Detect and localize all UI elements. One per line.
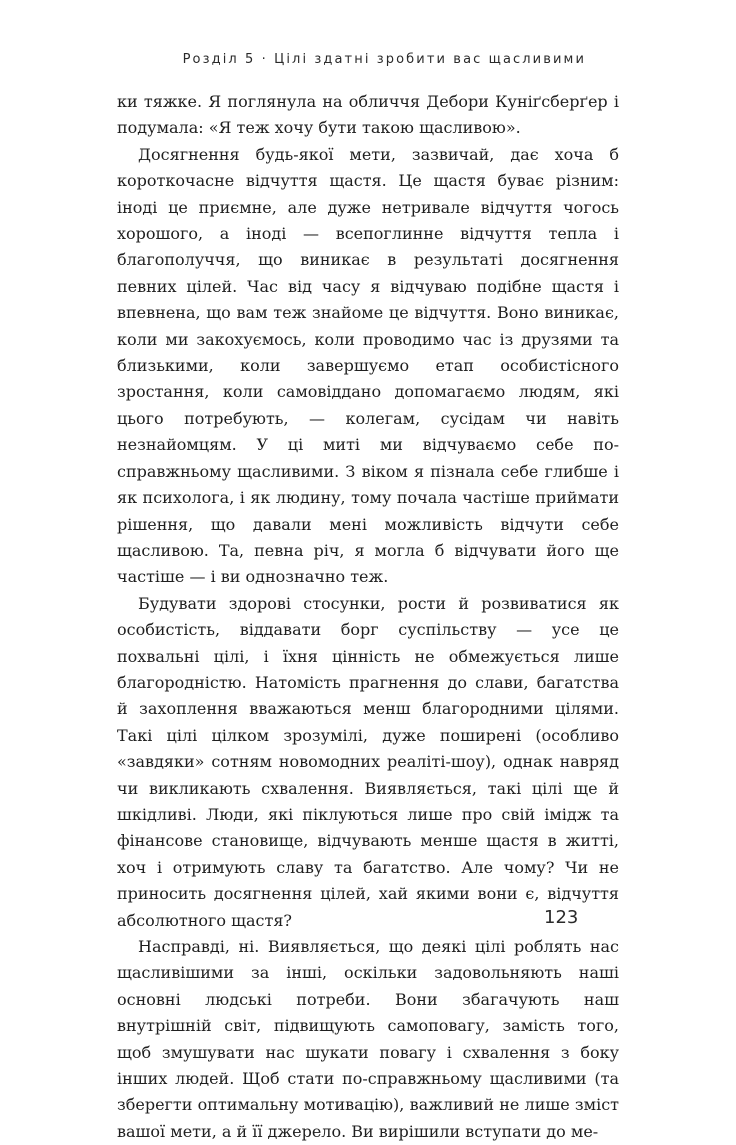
running-header: Розділ 5 · Цілі здатні зробити вас щасливими [182,52,586,67]
paragraph-basic-needs: Насправді, ні. Виявляється, що деякі цілі роблять нас щасливішими за інші, оскільки задовольняють наші основні людські потреби. Вони збагачують наш внутрішній світ, підвищують самоповагу, замість того, щоб змушувати нас шукати повагу і схвалення з боку інших людей. Щоб стати по-справжньому щасливими (та зберегти оптимальну мотивацію), важливий не лише зміст вашої мети, а й її джерело. Ви вирішили вступати до ме- [117,937,619,1141]
paragraph-fame-wealth: Будувати здорові стосунки, рости й розвиватися як особистість, віддавати борг суспільству — усе це похвальні цілі, і їхня цінність не обмежується лише благородністю. Натомість прагнення до слави, багатства й захоплення вважаються менш благородними цілями. Такі цілі цілком зрозумілі, дуже поширені (особливо «завдяки» сотням новомодних реаліті-шоу), однак навряд чи викликають схвалення. Виявляється, такі цілі ще й шкідливі. Люди, які піклуються лише про свій імідж та фінансове становище, відчувають менше щастя в житті, хоч і отримують славу та багатство. Але чому? Чи не приносить досягнення цілей, хай якими вони є, відчуття абсолютного щастя? [117,593,619,930]
paragraph-continuation: ки тяжке. Я поглянула на обличчя Дебори Куніґсберґер і подумала: «Я теж хочу бути такою щасливою». [117,92,619,138]
page-number: 123 [544,907,579,928]
paragraph-happiness-goals: Досягнення будь-якої мети, зазвичай, дає хоча б короткочасне відчуття щастя. Це щастя буває різним: іноді це приємне, але дуже нетривале відчуття чогось хорошого, а іноді — всепоглинне відчуття тепла і благополуччя, що виникає в результаті досягнення певних цілей. Час від часу я відчуваю подібне щастя і впевнена, що вам теж знайоме це відчуття. Воно виникає, коли ми закохуємось, коли проводимо час із друзями та близькими, коли завершуємо етап особистісного зростання, коли самовіддано допомагаємо людям, які цього потребують, — колегам, сусідам чи навіть незнайомцям. У ці миті ми відчуваємо себе по-справжньому щасливими. З віком я пізнала себе глибше і як психолога, і як людину, тому почала частіше приймати рішення, що давали мені можливість відчути себе щасливою. Та, певна річ, я могла б відчувати його ще частіше — і ви однозначно теж. [117,144,619,587]
